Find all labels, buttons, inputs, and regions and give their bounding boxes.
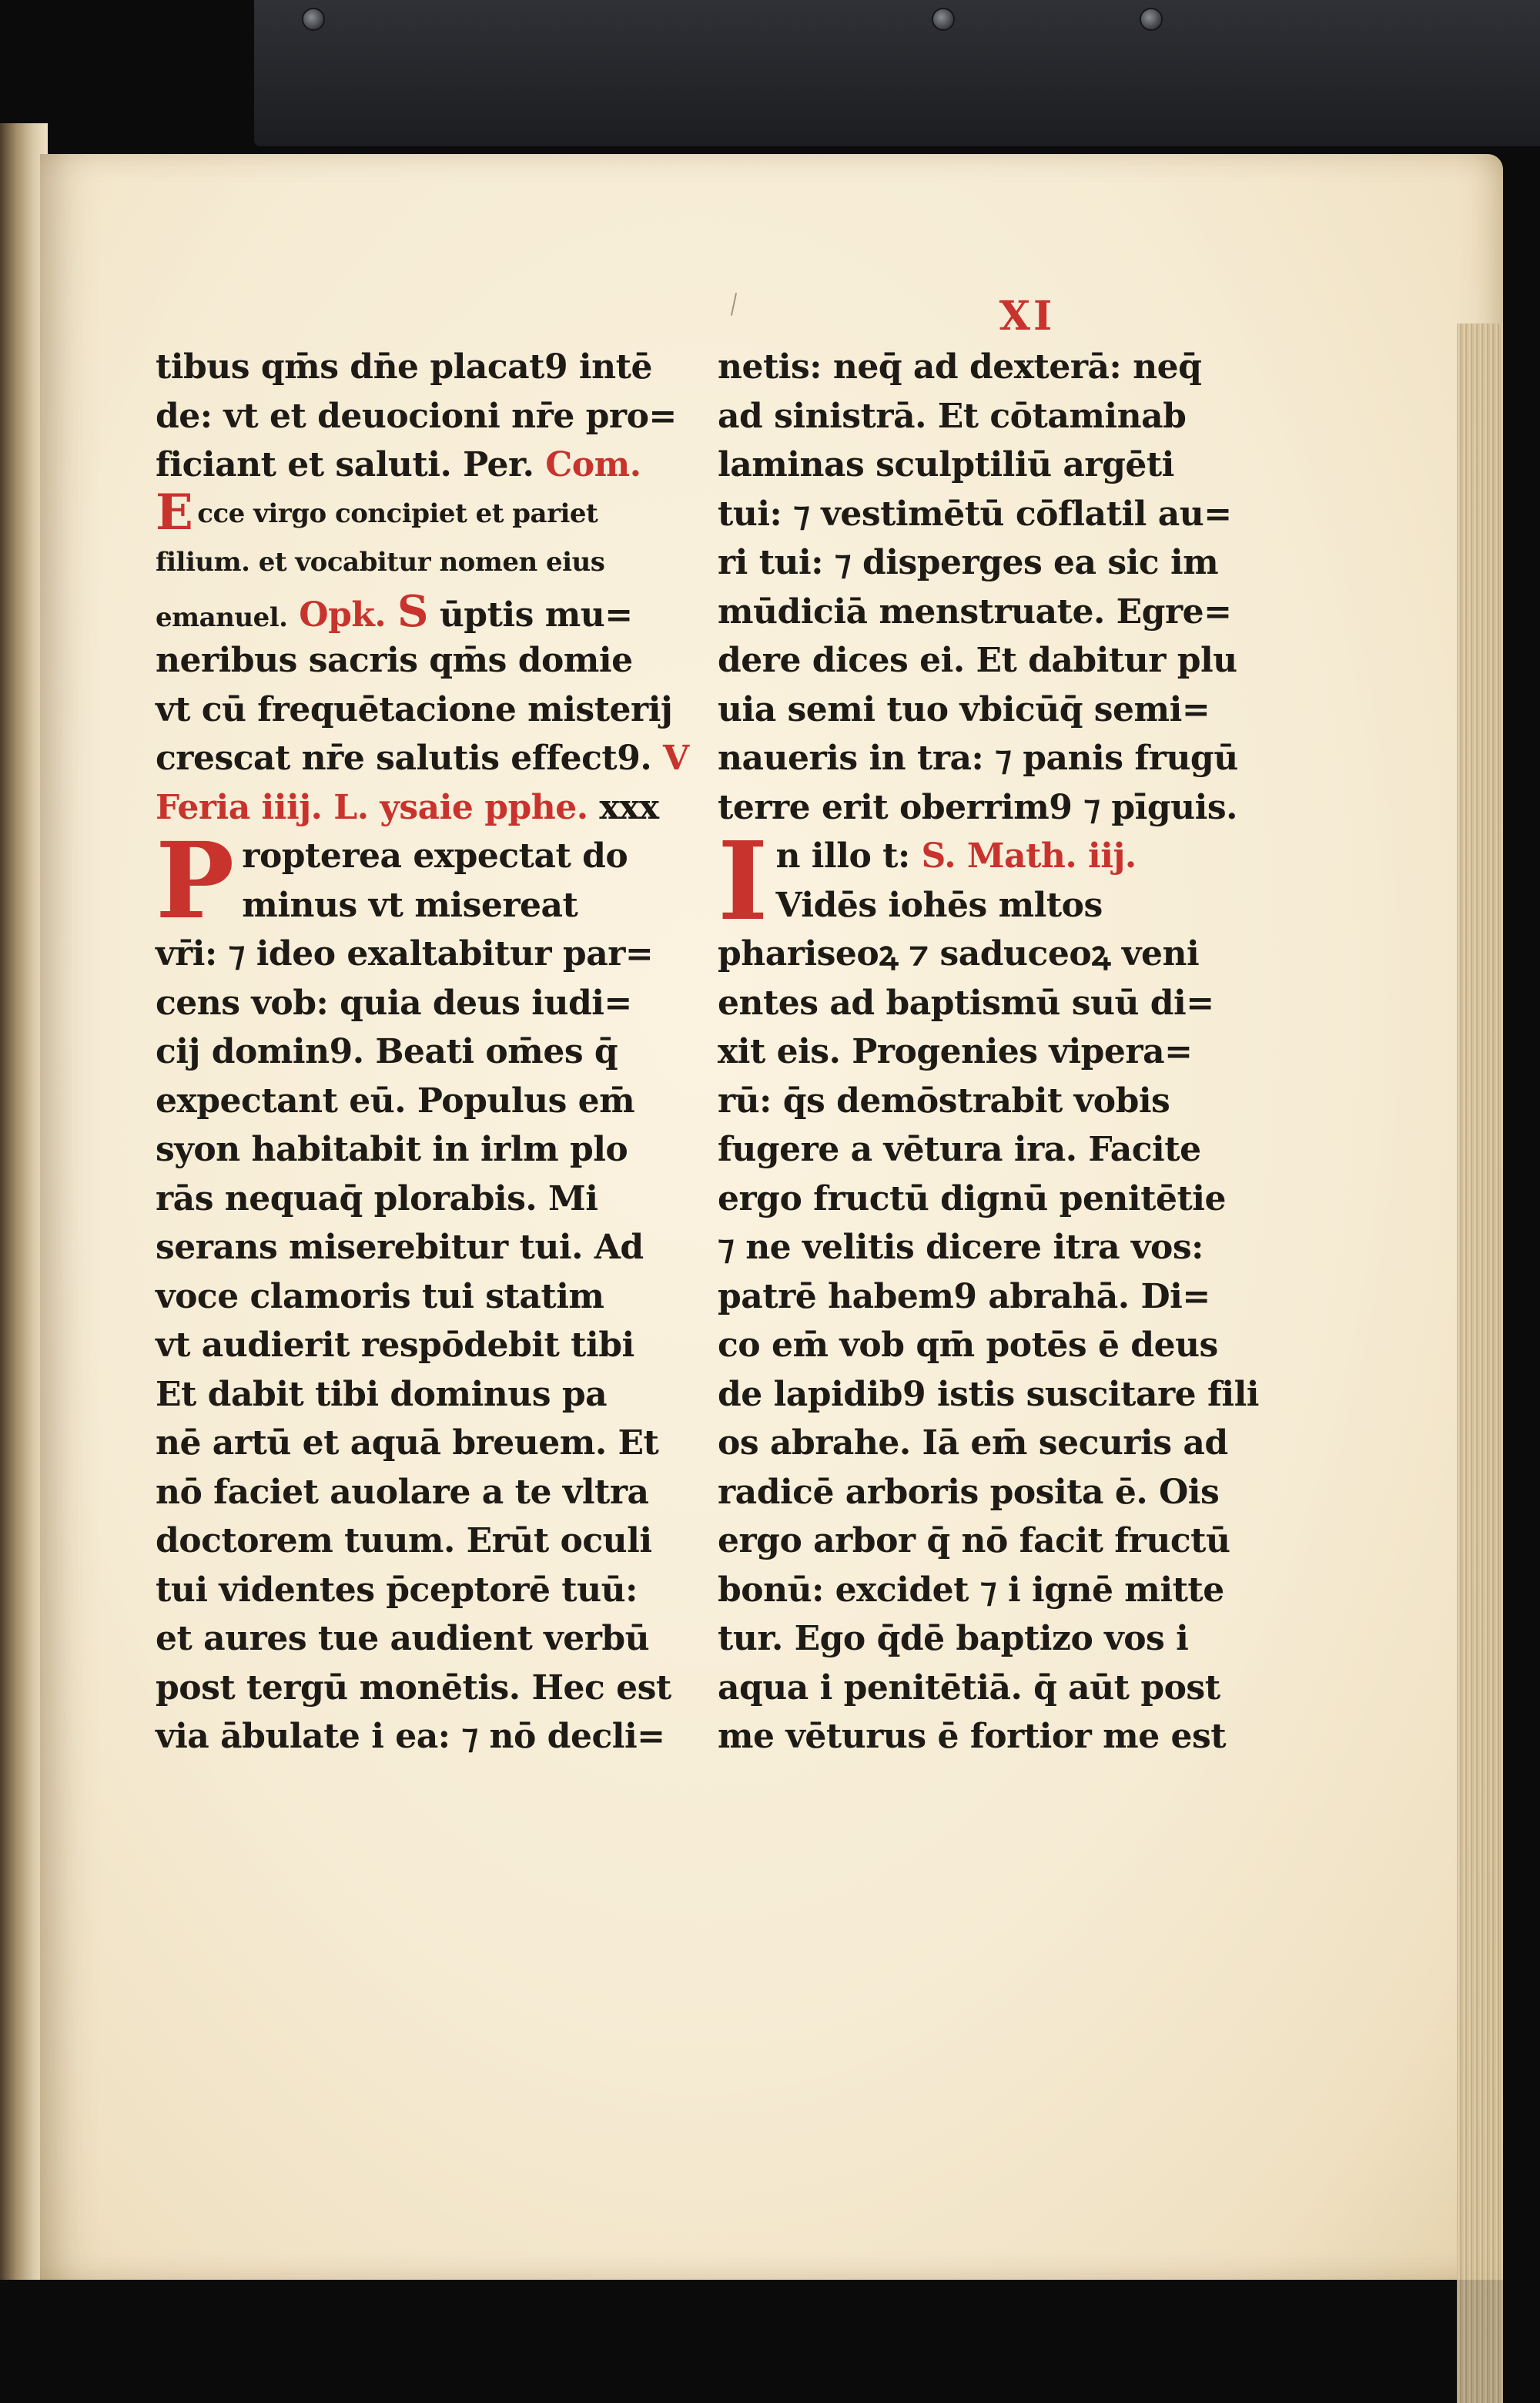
text-line: dere dices ei. Et dabitur plu bbox=[718, 641, 1237, 680]
text-line: cij domin9. Beati om̄es q̄ bbox=[156, 1032, 618, 1071]
text-line: vr̄i: ⁊ ideo exaltabitur par= bbox=[156, 934, 654, 974]
scanner-frame bbox=[254, 0, 1540, 146]
text-line: rās nequaq̄ plorabis. Mi bbox=[156, 1178, 598, 1218]
text-line bbox=[156, 585, 664, 637]
rubric-opk: Opk. bbox=[299, 595, 387, 635]
text-line: ⁊ ne velitis dicere itra vos: bbox=[718, 1228, 1204, 1267]
text-line: ergo fructū dignū penitētie bbox=[718, 1178, 1226, 1218]
text-span: n illo t: bbox=[775, 836, 910, 876]
text-line: expectant eū. Populus em̄ bbox=[156, 1081, 635, 1121]
text-line: naueris in tra: ⁊ panis frugū bbox=[718, 739, 1238, 778]
text-line: vt cū frequētacione misterij bbox=[156, 689, 673, 729]
text-line bbox=[156, 483, 664, 541]
text-line: mūdiciā menstruate. Egre= bbox=[718, 592, 1232, 632]
text-line: xit eis. Progenies vipera= bbox=[718, 1032, 1193, 1071]
text-span: cce virgo concipiet et pariet bbox=[197, 498, 598, 529]
text-line: et aures tue audient verbū bbox=[156, 1619, 650, 1658]
rubric-feria: Feria iiij. L. ysaie pphe. bbox=[156, 787, 588, 827]
text-line bbox=[156, 734, 689, 783]
initial-s: S bbox=[397, 585, 428, 637]
manuscript-page bbox=[40, 154, 1503, 2280]
text-line: ri tui: ⁊ disperges ea sic im bbox=[718, 543, 1219, 582]
text-span: crescat nr̄e salutis effect9. bbox=[156, 739, 652, 778]
text-line: terre erit oberrim9 ⁊ pīguis. bbox=[718, 787, 1237, 827]
text-span: xxx bbox=[599, 787, 659, 827]
text-line bbox=[156, 441, 664, 490]
right-column bbox=[718, 343, 1260, 1761]
screw-icon bbox=[932, 8, 955, 31]
text-line bbox=[156, 783, 664, 833]
text-line: bonū: excidet ⁊ i ignē mitte bbox=[718, 1570, 1224, 1610]
text-line: ropterea expectat do bbox=[242, 836, 628, 876]
text-line: de lapidib9 istis suscitare fili bbox=[718, 1374, 1260, 1414]
text-line: uia semi tuo vbicūq̄ semi= bbox=[718, 689, 1210, 729]
screw-icon bbox=[1140, 8, 1163, 31]
text-line: tui videntes p̄ceptorē tuū: bbox=[156, 1570, 638, 1610]
folio-number: XI bbox=[999, 293, 1056, 340]
text-line bbox=[718, 832, 1226, 881]
initial-block bbox=[156, 819, 664, 943]
text-line: netis: neq̄ ad dexterā: neq̄ bbox=[718, 347, 1202, 387]
initial-i: I bbox=[718, 819, 768, 945]
versicle-mark: V bbox=[663, 739, 689, 778]
text-line: Et dabit tibi dominus pa bbox=[156, 1374, 608, 1414]
initial-e: E bbox=[156, 483, 193, 541]
text-line: Vidēs iohēs mltos bbox=[775, 885, 1103, 925]
text-line: radicē arboris posita ē. Ois bbox=[718, 1472, 1220, 1512]
text-line: patrē habem9 abrahā. Di= bbox=[718, 1276, 1210, 1316]
screw-icon bbox=[302, 8, 325, 31]
rubric-com: Com. bbox=[545, 445, 641, 484]
text-line: aqua i penitētiā. q̄ aūt post bbox=[718, 1667, 1220, 1708]
text-line: fugere a vētura ira. Facite bbox=[718, 1130, 1201, 1169]
text-line: via ābulate i ea: ⁊ nō decli= bbox=[156, 1717, 665, 1756]
text-line: serans miserebitur tui. Ad bbox=[156, 1228, 644, 1267]
text-span: ficiant et saluti. Per. bbox=[156, 445, 534, 484]
text-line: tibus qm̄s dn̄e placat9 intē bbox=[156, 347, 652, 387]
text-span: ūptis mu= bbox=[439, 595, 633, 635]
initial-p: P bbox=[156, 819, 235, 943]
ink-mark bbox=[731, 293, 737, 316]
text-line: tui: ⁊ vestimētū cōflatil au= bbox=[718, 494, 1232, 534]
text-line: rū: q̄s demōstrabit vobis bbox=[718, 1081, 1170, 1121]
left-column bbox=[156, 343, 689, 1761]
text-line: nē artū et aquā breuem. Et bbox=[156, 1423, 659, 1463]
text-line: neribus sacris qm̄s domie bbox=[156, 641, 633, 680]
text-line: nō faciet auolare a te vltra bbox=[156, 1472, 649, 1512]
text-line: laminas sculptiliū argēti bbox=[718, 445, 1174, 484]
text-line: syon habitabit in irlm plo bbox=[156, 1130, 628, 1169]
text-line: phariseoꝝ ⁊ saduceoꝝ veni bbox=[718, 934, 1200, 974]
initial-block bbox=[718, 819, 1226, 945]
text-line: filium. et vocabitur nomen eius bbox=[156, 547, 605, 578]
text-line: vt audierit respōdebit tibi bbox=[156, 1326, 634, 1365]
text-line: me vēturus ē fortior me est bbox=[718, 1717, 1227, 1756]
text-line: co em̄ vob qm̄ potēs ē deus bbox=[718, 1326, 1218, 1365]
page-fore-edge bbox=[1457, 323, 1503, 2403]
rubric-matthew: S. Math. iij. bbox=[921, 836, 1137, 876]
text-line: voce clamoris tui statim bbox=[156, 1276, 604, 1316]
text-span: emanuel. bbox=[156, 602, 288, 633]
text-line: post tergū monētis. Hec est bbox=[156, 1667, 671, 1708]
text-line: ergo arbor q̄ nō facit fructū bbox=[718, 1521, 1230, 1560]
text-line: os abrahe. Iā em̄ securis ad bbox=[718, 1423, 1228, 1463]
text-line: ad sinistrā. Et cōtaminab bbox=[718, 396, 1187, 436]
text-line: entes ad baptismū suū di= bbox=[718, 983, 1214, 1023]
text-line: minus vt misereat bbox=[242, 885, 578, 925]
text-line: doctorem tuum. Erūt oculi bbox=[156, 1521, 652, 1560]
text-line: cens vob: quia deus iudi= bbox=[156, 983, 632, 1023]
text-line: de: vt et deuocioni nr̄e pro= bbox=[156, 396, 677, 436]
text-line: tur. Ego q̄dē baptizo vos i bbox=[718, 1619, 1189, 1658]
